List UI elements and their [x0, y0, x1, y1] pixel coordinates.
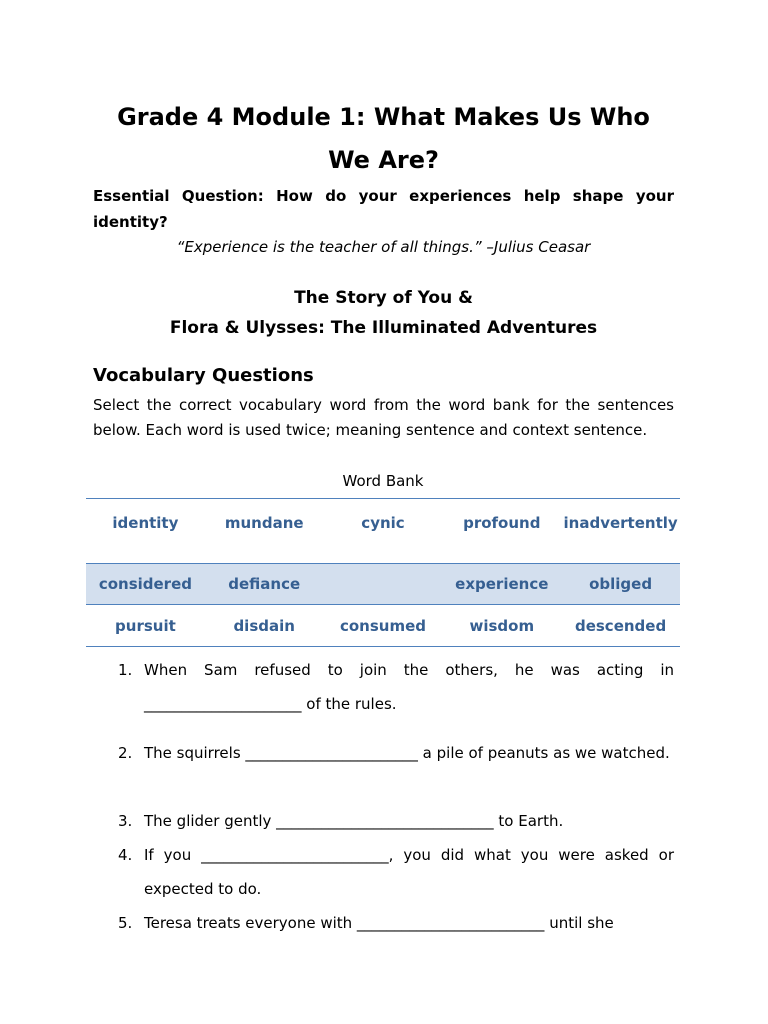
- word-bank-cell: wisdom: [469, 617, 535, 635]
- word-bank-cell: disdain: [233, 617, 295, 635]
- word-bank-row: [86, 499, 680, 564]
- word-bank-cell: experience: [442, 564, 561, 605]
- quote: “Experience is the teacher of all things.” –Julius Ceasar: [176, 238, 591, 256]
- essential-question: Essential Question: How do your experiences help shape your identity?: [93, 187, 674, 231]
- page-title: Grade 4 Module 1: What Makes Us Who We Are?: [117, 103, 650, 174]
- word-bank-cell: profound: [463, 514, 541, 532]
- question-text: Teresa treats everyone with _________________________ until she: [144, 914, 614, 932]
- question-number: 1.: [118, 661, 133, 679]
- word-bank-title: Word Bank: [342, 472, 424, 490]
- word-bank-cell: mundane: [224, 514, 304, 532]
- question-number: 3.: [118, 812, 133, 830]
- vocabulary-heading: Vocabulary Questions: [93, 365, 314, 386]
- word-bank-table: [86, 498, 680, 647]
- question-text: If you _________________________, you did what you were asked or expected to do.: [144, 846, 674, 898]
- word-bank-cell: descended: [574, 617, 667, 635]
- word-bank-cell: cynic: [361, 514, 405, 532]
- question-number: 2.: [118, 744, 133, 762]
- word-bank-cell: [324, 564, 443, 605]
- word-bank-row: [86, 605, 680, 647]
- word-bank-cell: defiance: [205, 564, 324, 605]
- story-title-line-1: The Story of You &: [294, 288, 473, 308]
- word-bank-cell: inadvertently: [563, 514, 678, 532]
- word-bank-cell: pursuit: [115, 617, 176, 635]
- word-bank-cell: consumed: [339, 617, 426, 635]
- question-text: The squirrels _______________________ a pile of peanuts as we watched.: [144, 744, 670, 762]
- vocabulary-instructions: Select the correct vocabulary word from the word bank for the sentences below. Each word is used twice; meaning sentence and context sentence.: [93, 396, 674, 439]
- story-title-line-2: Flora & Ulysses: The Illuminated Adventures: [169, 318, 598, 338]
- question-number: 5.: [118, 914, 133, 932]
- word-bank-cell: considered: [86, 564, 205, 605]
- question-text: When Sam refused to join the others, he was acting in _____________________ of the rules.: [144, 661, 674, 713]
- story-titles: [93, 283, 674, 343]
- word-bank-cell: identity: [112, 514, 179, 532]
- word-bank-cell: obliged: [561, 564, 680, 605]
- question-number: 4.: [118, 846, 133, 864]
- question-text: The glider gently _____________________________ to Earth.: [144, 812, 564, 830]
- word-bank-row: [86, 564, 680, 605]
